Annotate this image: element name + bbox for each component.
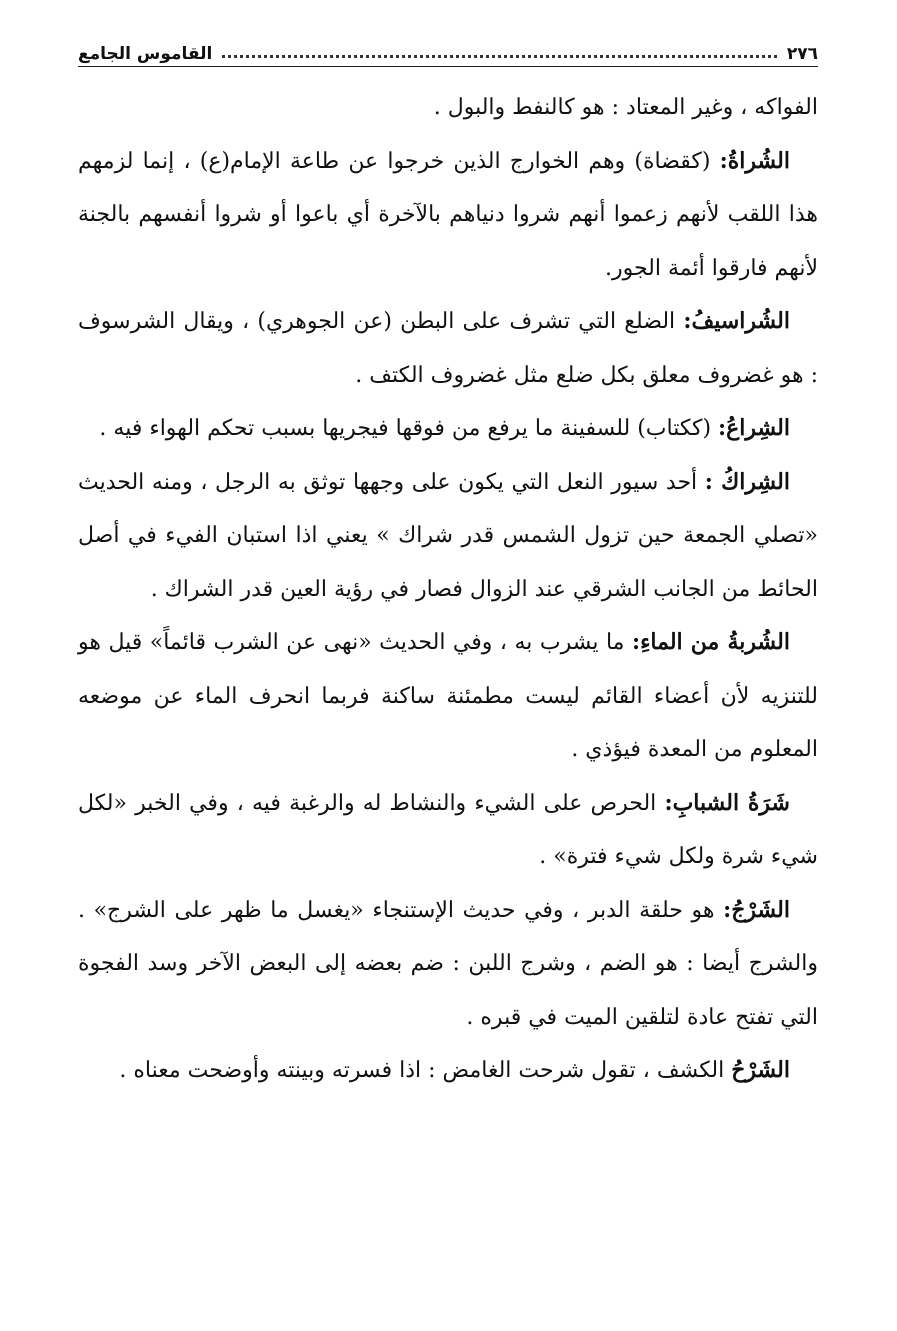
- entry-shira: [78, 402, 818, 456]
- entry-definition: الحرص على الشيء والنشاط له والرغبة فيه ، وفي الخبر «لكل شيء شرة ولكل شيء فترة» .: [78, 790, 818, 869]
- entry-headword: الشِراعُ:: [718, 415, 790, 441]
- entry-sharh: [78, 1044, 818, 1098]
- entry-headword: الشُربةُ من الماءِ:: [631, 629, 790, 655]
- entry-definition: ما يشرب به ، وفي الحديث «نهى عن الشرب قائماً» قيل هو للتنزيه لأن أعضاء القائم ليست مطمئنة ساكنة فربما انحرف الماء عن موضعه المعلوم من المعدة فيؤذي .: [78, 630, 818, 762]
- entry-definition: (ككتاب) للسفينة ما يرفع من فوقها فيجريها بسبب تحكم الهواء فيه .: [99, 416, 719, 441]
- book-page: [78, 30, 818, 1098]
- entry-sharat: [78, 777, 818, 884]
- entry-definition: الضلع التي تشرف على البطن (عن الجوهري) ، ويقال الشرسوف : هو غضروف معلق بكل ضلع مثل غضروف الكتف .: [78, 309, 818, 388]
- entry-headword: الشُراةُ:: [719, 147, 790, 174]
- entry-shurba: [78, 616, 818, 777]
- entry-headword: الشَرْحُ: [731, 1057, 790, 1083]
- entry-definition: أحد سيور النعل التي يكون على وجهها توثق به الرجل ، ومنه الحديث «تصلي الجمعة حين تزول الشمس قدر شراك » يعني اذا استبان الفيء في أصل الحائط من الجانب الشرقي عند الزوال فصار في رؤية العين قدر الشراك .: [78, 469, 818, 602]
- dictionary-text: [78, 81, 818, 1098]
- paragraph-text: الفواكه ، وغير المعتاد : هو كالنفط والبول .: [433, 95, 818, 120]
- entry-definition: (كقضاة) وهم الخوارج الذين خرجوا عن طاعة الإمام(ع) ، إنما لزمهم هذا اللقب لأنهم زعموا أنهم شروا دنياهم بالآخرة أي باعوا أو شروا أنفسهم بالجنة لأنهم فارقوا أئمة الجور.: [78, 148, 818, 281]
- entry-headword: شَرَةُ الشبابِ:: [664, 789, 790, 816]
- dotted-leader: [222, 55, 776, 58]
- entry-shurat: [78, 135, 818, 296]
- continuation-paragraph: [78, 81, 818, 135]
- page-number: ٢٧٦: [786, 44, 818, 64]
- entry-sharasif: [78, 295, 818, 402]
- entry-headword: الشُراسيفُ:: [683, 308, 790, 334]
- book-title: القاموس الجامع: [78, 44, 213, 64]
- entry-headword: الشِراكُ :: [704, 468, 790, 495]
- entry-headword: الشَرْجُ:: [723, 896, 790, 923]
- entry-definition: هو حلقة الدبر ، وفي حديث الإستنجاء «يغسل ما ظهر على الشرج» . والشرج أيضا : هو الضم ، وشرج اللبن : ضم بعضه إلى البعض الآخر وسد الفجوة التي تفتح عادة لتلقين الميت في قبره .: [78, 897, 818, 1030]
- entry-definition: الكشف ، تقول شرحت الغامض : اذا فسرته وبينته وأوضحت معناه .: [119, 1058, 732, 1083]
- entry-sharj: [78, 884, 818, 1045]
- running-header: [78, 30, 818, 67]
- entry-shirak: [78, 456, 818, 617]
